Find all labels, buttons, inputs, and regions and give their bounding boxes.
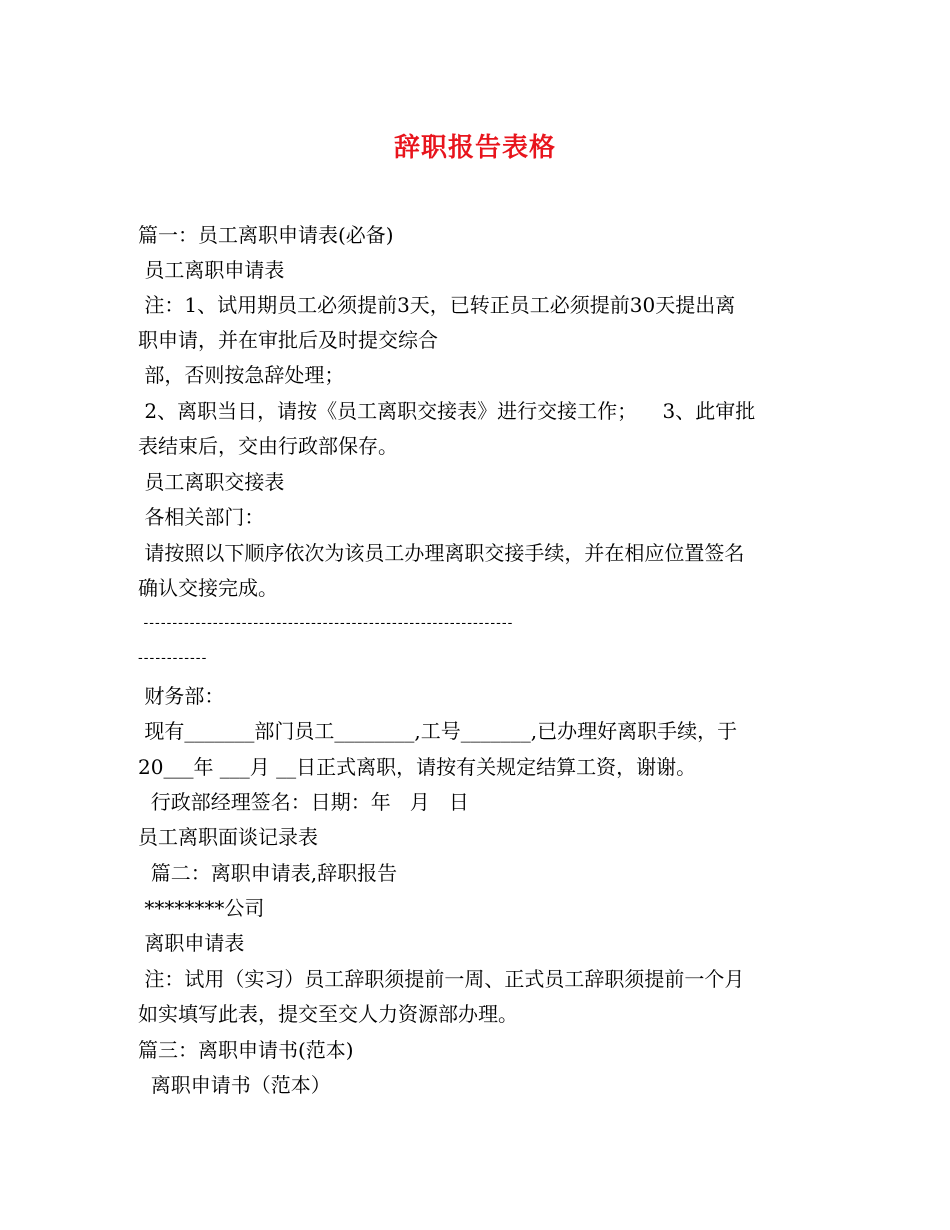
body-line: 员工离职面谈记录表 <box>138 825 318 849</box>
body-line: 员工离职交接表 <box>138 470 285 494</box>
body-line: 2、离职当日，请按《员工离职交接表》进行交接工作； 3、此审批 <box>138 399 756 423</box>
body-line: 表结束后，交由行政部保存。 <box>138 434 398 458</box>
body-line: 部，否则按急辞处理； <box>138 363 345 387</box>
body-line: 篇二：离职申请表,辞职报告 <box>138 861 398 885</box>
body-line: 篇三：离职申请书(范本) <box>138 1038 354 1062</box>
separator-line: ------------ <box>138 650 208 666</box>
body-line: 财务部： <box>138 684 225 708</box>
separator-line: ---------------------------------------------------------------- <box>138 615 514 631</box>
body-line: 20___年 ___月 __日正式离职，请按有关规定结算工资，谢谢。 <box>138 755 697 779</box>
body-line: 注：试用（实习）员工辞职须提前一周、正式员工辞职须提前一个月 <box>138 967 745 991</box>
document-title: 辞职报告表格 <box>393 133 556 163</box>
body-line: 员工离职申请表 <box>138 258 285 282</box>
body-line: 请按照以下顺序依次为该员工办理离职交接手续，并在相应位置签名 <box>138 541 745 565</box>
body-line: 篇一：员工离职申请表(必备) <box>138 223 394 247</box>
body-line: 各相关部门： <box>138 505 265 529</box>
body-line: 注：1、试用期员工必须提前3天，已转正员工必须提前30天提出离 <box>138 293 736 317</box>
body-line: 行政部经理签名：日期：年 月 日 <box>138 790 469 814</box>
body-line: 离职申请书（范本） <box>138 1073 331 1097</box>
body-line: 离职申请表 <box>138 931 245 955</box>
body-line: 确认交接完成。 <box>138 576 278 600</box>
body-line: 现有_______部门员工________,工号_______,已办理好离职手续，于 <box>138 719 738 743</box>
body-line: 如实填写此表，提交至交人力资源部办理。 <box>138 1002 518 1026</box>
body-line: 职申请，并在审批后及时提交综合 <box>138 328 438 352</box>
body-line: ********公司 <box>138 896 265 920</box>
